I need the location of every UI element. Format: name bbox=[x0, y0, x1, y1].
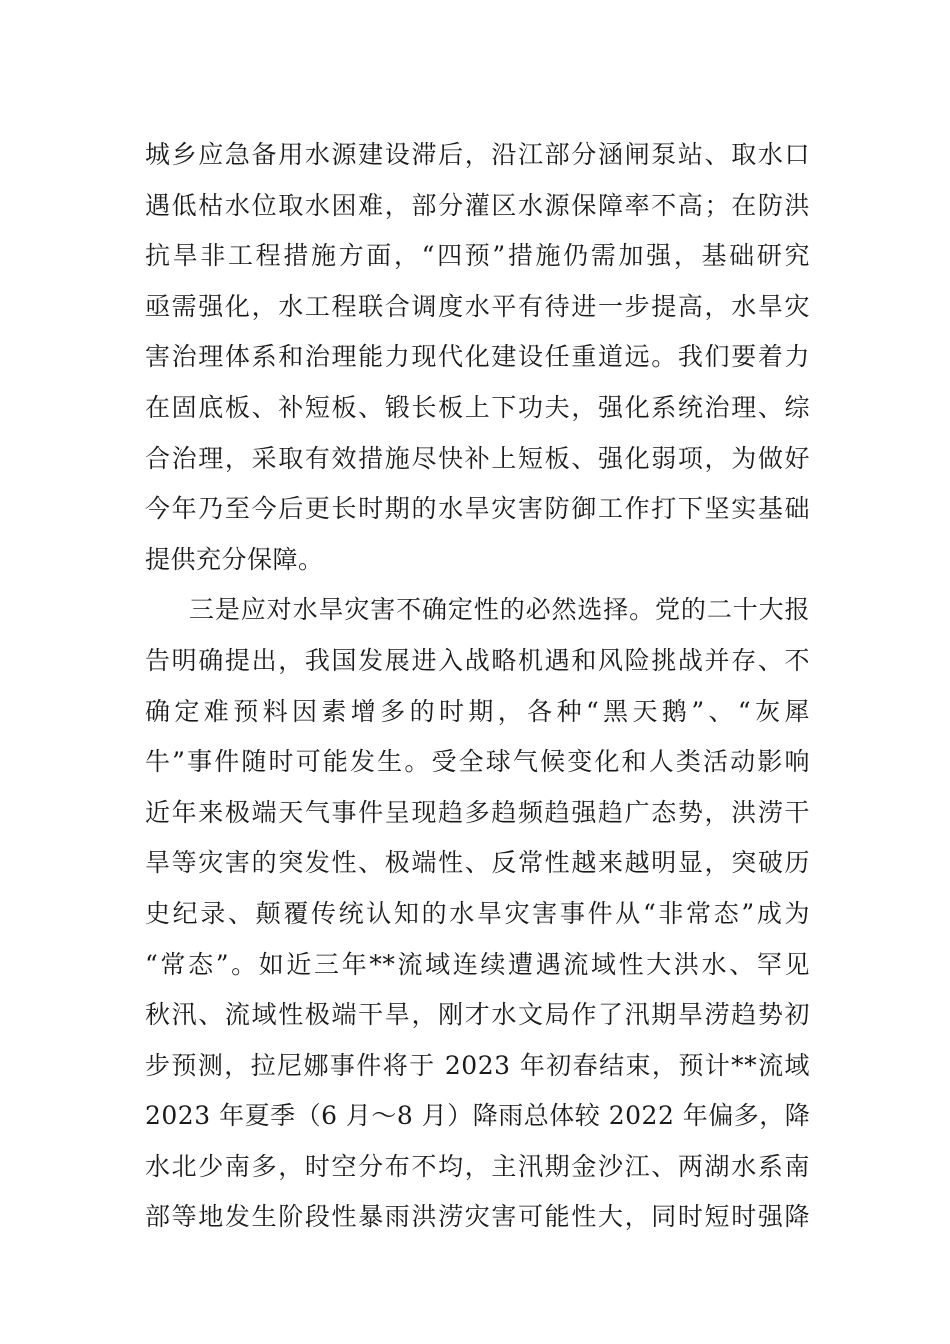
text-line: 水北少南多，时空分布不均，主汛期金沙江、两湖水系南 bbox=[145, 1151, 810, 1181]
text-line: 合治理，采取有效措施尽快补上短板、强化弱项，为做好 bbox=[145, 443, 810, 473]
text-line: 确定难预料因素增多的时期，各种“黑天鹅”、“灰犀 bbox=[145, 696, 810, 726]
text-line: 亟需强化，水工程联合调度水平有待进一步提高，水旱灾 bbox=[145, 291, 810, 321]
text-line: 秋汛、流域性极端干旱，刚才水文局作了汛期旱涝趋势初 bbox=[145, 1000, 810, 1030]
text-line: 告明确提出，我国发展进入战略机遇和风险挑战并存、不 bbox=[145, 645, 810, 675]
text-line: 三是应对水旱灾害不确定性的必然选择。党的二十大报 bbox=[189, 595, 810, 625]
paragraph-1 bbox=[145, 130, 810, 585]
text-line: 部等地发生阶段性暴雨洪涝灾害可能性大，同时短时强降 bbox=[145, 1202, 810, 1232]
text-line: 牛”事件随时可能发生。受全球气候变化和人类活动影响 bbox=[145, 747, 810, 777]
text-line: 遇低枯水位取水困难，部分灌区水源保障率不高；在防洪 bbox=[145, 190, 810, 220]
text-line: 步预测，拉尼娜事件将于 2023 年初春结束，预计**流域 bbox=[145, 1050, 810, 1080]
text-line: 害治理体系和治理能力现代化建设任重道远。我们要着力 bbox=[145, 342, 810, 372]
text-line: 近年来极端天气事件呈现趋多趋频趋强趋广态势，洪涝干 bbox=[145, 797, 810, 827]
text-line: 城乡应急备用水源建设滞后，沿江部分涵闸泵站、取水口 bbox=[145, 140, 810, 169]
text-line: 今年乃至今后更长时期的水旱灾害防御工作打下坚实基础 bbox=[145, 494, 810, 524]
text-line: 抗旱非工程措施方面，“四预”措施仍需加强，基础研究 bbox=[145, 241, 810, 271]
paragraph-2 bbox=[145, 585, 810, 1243]
text-line: “常态”。如近三年**流域连续遭遇流域性大洪水、罕见 bbox=[145, 949, 810, 979]
text-line: 旱等灾害的突发性、极端性、反常性越来越明显，突破历 bbox=[145, 848, 810, 878]
text-line: 史纪录、颠覆传统认知的水旱灾害事件从“非常态”成为 bbox=[145, 898, 810, 928]
text-line: 提供充分保障。 bbox=[145, 544, 324, 574]
text-line: 在固底板、补短板、锻长板上下功夫，强化系统治理、综 bbox=[145, 392, 810, 422]
document-body bbox=[145, 130, 810, 1243]
text-line: 2023 年夏季（6 月～8 月）降雨总体较 2022 年偏多，降 bbox=[145, 1101, 811, 1131]
